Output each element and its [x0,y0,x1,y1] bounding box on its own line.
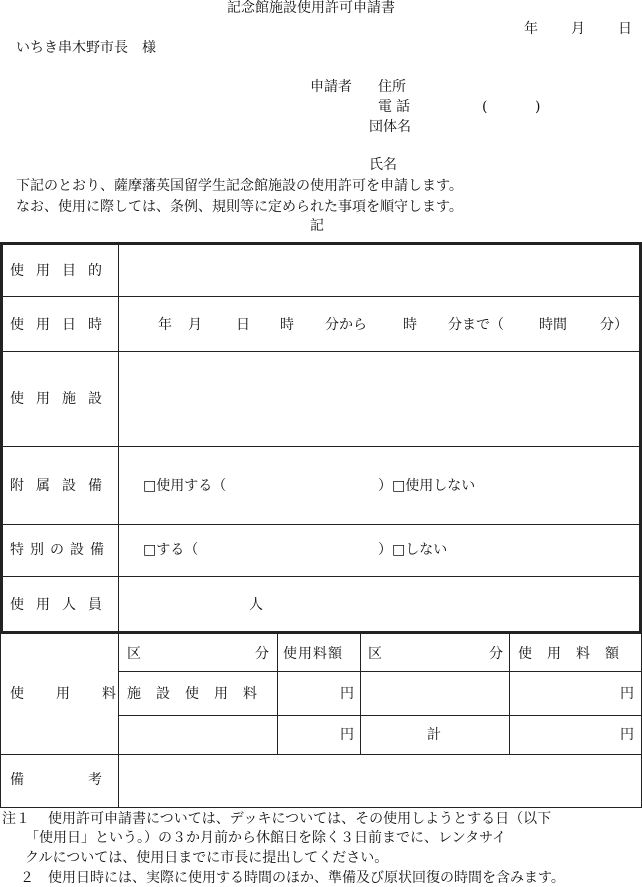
note-1-line-1: 使用許可申請書については、デッキについては、その使用しようとする日（以下 [48,811,552,827]
date-month: 月 [571,21,585,37]
fee-col-divider-2 [360,633,361,754]
fee-col-divider-3 [509,633,510,754]
fee-header-ku-2: 区 [368,646,382,662]
dt-until: 分まで（ [448,317,504,333]
applicant-group-label: 団体名 [369,119,411,135]
intro-line-1: 下記のとおり、薩摩藩英国留学生記念館施設の使用許可を申請します。 [16,178,463,194]
dt-minutes: 分） [600,317,628,333]
fee-header-ku: 区 [127,646,141,662]
fee-row-divider-2 [118,715,642,716]
fee-header-amount-2: 使用料額 [518,646,634,662]
equipment-use-checkbox[interactable]: □使用する（ [143,478,227,494]
row-divider-5 [0,576,642,577]
document-title: 記念館施設使用許可申請書 [227,0,395,16]
dt-hour-2: 時 [403,317,417,333]
applicant-label: 申請者 [310,79,352,95]
note-2-marker: ２ [20,870,34,886]
remarks-label: 備考 [10,772,166,788]
facility-fee-label: 施設使用料 [127,686,272,702]
applicant-address-label: 住所 [378,79,406,95]
note-1-line-3: クルについては、使用日までに市長に提出してください。 [25,850,389,866]
addressee: いちき串木野市長 様 [16,40,156,56]
dt-month: 月 [188,317,202,333]
fee-col-divider-1 [277,633,278,754]
fee-bottom-divider [0,754,642,755]
dt-day: 日 [236,317,250,333]
phone-paren-open: ( [482,99,488,115]
table-top-border [0,242,642,245]
fee-label: 使用料 [10,686,148,702]
fee-yen-4: 円 [620,727,634,743]
datetime-label: 使用日時 [10,317,114,333]
label-column-divider [118,242,119,633]
fee-yen-2: 円 [620,686,634,702]
fee-header-amount: 使用料額 [283,646,343,662]
remarks-bottom-border [0,807,642,808]
purpose-label: 使用目的 [10,263,114,279]
fee-header-bun: 分 [255,646,269,662]
equipment-label: 附属設備 [10,478,114,494]
applicant-name-label: 氏名 [369,157,397,173]
phone-paren-close: ) [535,99,541,115]
row-divider-4 [0,524,642,525]
fee-yen-1: 円 [340,686,354,702]
dt-hour: 時 [280,317,294,333]
upper-section-bottom-border [0,631,642,634]
note-1-marker: 注１ [2,811,30,827]
ki-label: 記 [310,218,324,234]
row-divider-1 [0,296,642,297]
lower-left-border [0,633,1,808]
people-label: 使用人員 [10,597,114,613]
fee-total-label: 計 [427,727,441,743]
equipment-notuse-checkbox[interactable]: ）□使用しない [378,478,476,494]
dt-year: 年 [158,317,172,333]
facility-label: 使用施設 [10,391,114,407]
note-2-line: 使用日時には、実際に使用する時間のほか、準備及び原状回復の時間を含みます。 [48,870,565,886]
applicant-phone-label-1: 電 [378,99,392,115]
row-divider-3 [0,446,642,447]
row-divider-2 [0,351,642,352]
special-equipment-label: 特別の設備 [10,542,110,558]
dt-from: 分から [325,317,367,333]
note-1-line-2: 「使用日」という。）の３か月前から休館日を除く３日前までに、レンタサイ [25,830,507,846]
date-year: 年 [524,21,538,37]
special-yes-checkbox[interactable]: □する（ [143,542,199,558]
special-no-checkbox[interactable]: ）□しない [378,542,448,558]
fee-header-bun-2: 分 [489,646,503,662]
intro-line-2: なお、使用に際しては、条例、規則等に定められた事項を順守します。 [16,199,463,215]
fee-yen-3: 円 [340,727,354,743]
date-day: 日 [618,21,632,37]
people-unit: 人 [249,597,263,613]
dt-hours: 時間 [539,317,567,333]
applicant-phone-label-2: 話 [396,99,410,115]
fee-row-divider-1 [118,671,642,672]
